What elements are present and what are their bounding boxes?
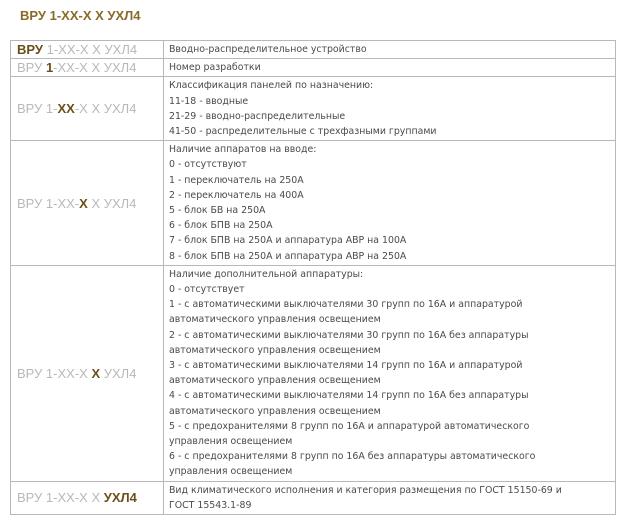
code-suffix: Х УХЛ4 (87, 195, 137, 211)
description-line: 0 - отсутствует (169, 284, 245, 296)
description-line: 1 - с автоматическими выключателями 30 групп по 16А и аппаратурой (169, 299, 523, 311)
table-row (11, 265, 616, 481)
table-row (11, 41, 616, 59)
code-prefix: ВРУ 1-ХХ- (17, 195, 80, 211)
table-row (11, 141, 616, 266)
description-line: Классификация панелей по назначению: (169, 80, 374, 92)
description-line: автоматического управления освещением (169, 405, 381, 417)
code-highlight: ХХ (57, 101, 75, 117)
designation-description (164, 141, 616, 266)
designation-description (164, 41, 616, 59)
description-line: Наличие дополнительной аппаратуры: (169, 268, 364, 280)
description-line: 21-29 - вводно-распределительные (169, 110, 346, 122)
description-line: 4 - с автоматическими выключателями 14 групп по 16А без аппаратуры (169, 390, 529, 402)
description-line: 7 - блок БПВ на 250А и аппаратура АВР на 100А (169, 235, 407, 247)
description-line: 11-18 - вводные (169, 95, 249, 107)
code-suffix: -ХХ-Х Х УХЛ4 (53, 60, 137, 76)
description-line: автоматического управления освещением (169, 375, 381, 387)
code-suffix: УХЛ4 (100, 365, 137, 381)
code-prefix: ВРУ 1-ХХ-Х (17, 365, 92, 381)
code-prefix: ВРУ 1-ХХ-Х Х (17, 490, 104, 506)
description-line: 2 - с автоматическими выключателями 30 групп по 16А без аппаратуры (169, 329, 529, 341)
description-line: 6 - блок БПВ на 250А (169, 220, 273, 232)
table-row (11, 481, 616, 514)
description-line: ГОСТ 15543.1-89 (169, 499, 252, 511)
description-line: 41-50 - распределительные с трехфазными группами (169, 126, 437, 138)
designation-code (11, 41, 164, 59)
description-line: 6 - с предохранителями 8 групп по 16А без аппаратуры автоматического (169, 451, 536, 463)
code-highlight: УХЛ4 (103, 490, 137, 506)
code-suffix: -Х Х УХЛ4 (74, 101, 137, 117)
designation-code (11, 141, 164, 266)
designation-description (164, 481, 616, 514)
description-line: Вид климатического исполнения и категория размещения по ГОСТ 15150-69 и (169, 484, 562, 496)
description-line: Вводно-распределительное устройство (169, 44, 367, 55)
description-line: управления освещением (169, 436, 293, 448)
code-highlight: Х (79, 195, 88, 211)
designation-description (164, 265, 616, 481)
code-highlight: 1 (45, 60, 54, 76)
code-highlight: ВРУ (17, 42, 43, 58)
designation-description (164, 59, 616, 77)
description-line: 5 - с предохранителями 8 групп по 16А и аппаратурой автоматического (169, 420, 530, 432)
designation-table-body (11, 41, 616, 515)
designation-code (11, 77, 164, 141)
code-prefix: ВРУ 1- (17, 101, 58, 117)
description-line: 2 - переключатель на 400А (169, 189, 304, 201)
description-line: 0 - отсутствуют (169, 159, 247, 171)
page-title: ВРУ 1-ХХ-Х Х УХЛ4 (20, 8, 141, 23)
description-line: автоматического управления освещением (169, 344, 381, 356)
designation-code (11, 59, 164, 77)
description-line: 3 - с автоматическими выключателями 14 групп по 16А и аппаратурой (169, 360, 523, 372)
description-line: 8 - блок БПВ на 250А и аппаратура АВР на 250А (169, 250, 407, 262)
table-row (11, 77, 616, 141)
designation-table (10, 40, 616, 515)
designation-description (164, 77, 616, 141)
description-line: автоматического управления освещением (169, 314, 381, 326)
code-prefix: ВРУ (17, 60, 46, 76)
description-line: Наличие аппаратов на вводе: (169, 144, 317, 156)
code-highlight: Х (91, 365, 101, 381)
designation-code (11, 265, 164, 481)
table-row (11, 59, 616, 77)
description-line: Номер разработки (169, 62, 261, 74)
designation-code (11, 481, 164, 514)
description-line: 5 - блок БВ на 250А (169, 205, 266, 217)
code-suffix: 1-ХХ-Х Х УХЛ4 (42, 42, 138, 58)
description-line: 1 - переключатель на 250А (169, 174, 304, 186)
description-line: управления освещением (169, 466, 293, 478)
